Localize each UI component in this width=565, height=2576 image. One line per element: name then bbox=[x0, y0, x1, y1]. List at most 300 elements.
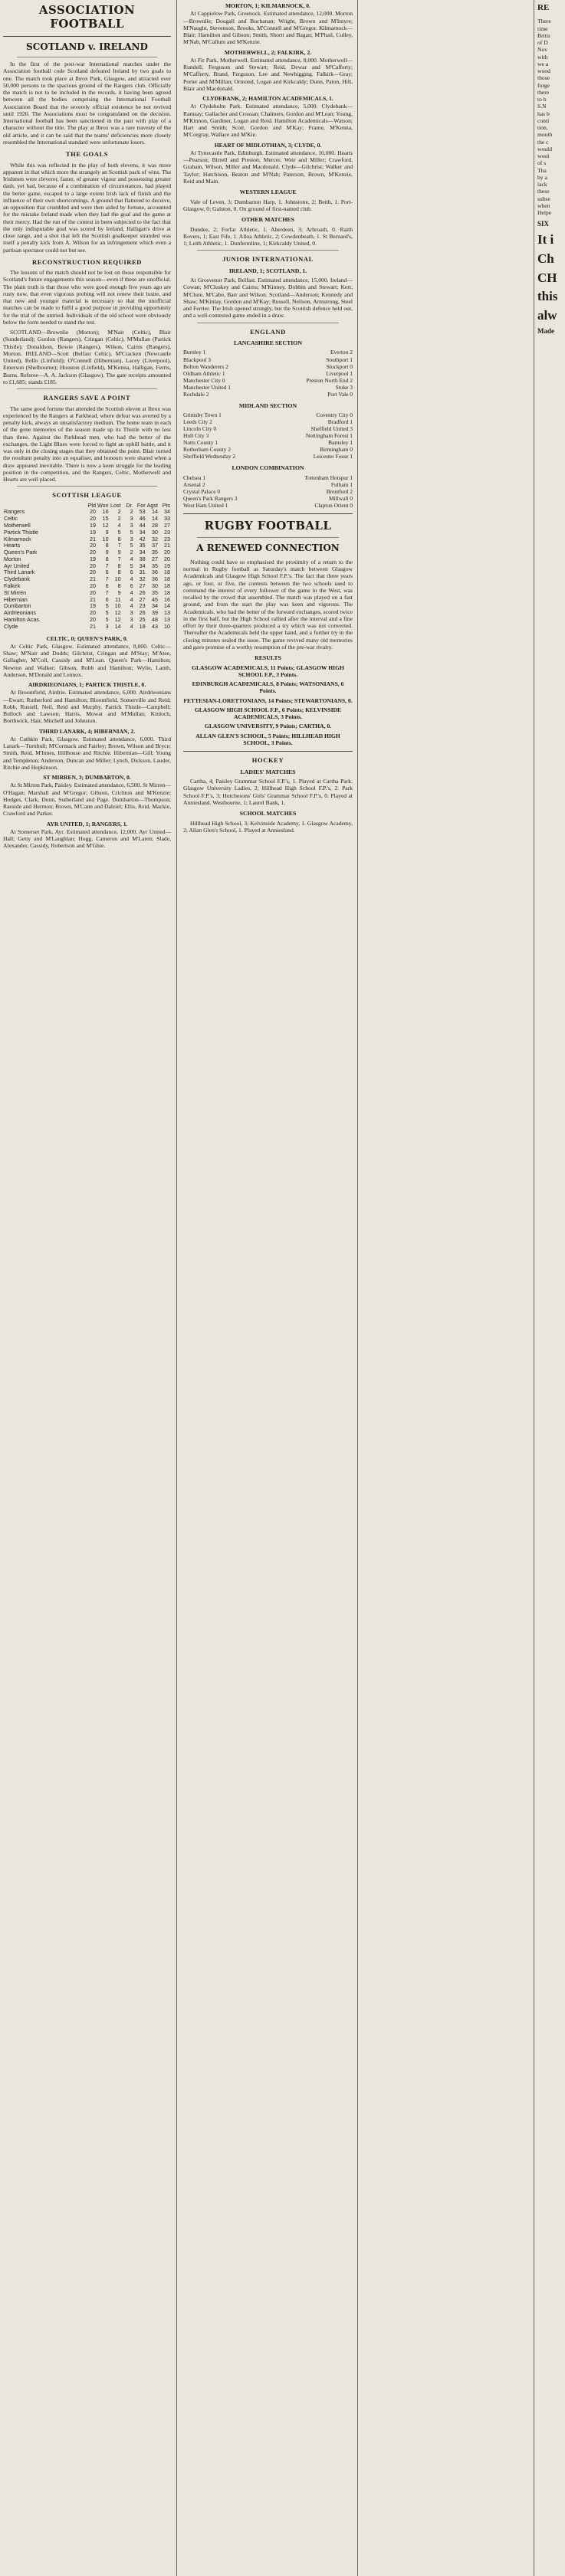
partial-line: Helpe bbox=[537, 209, 552, 217]
divider bbox=[17, 388, 157, 389]
match-fixture: ST MIRREN, 3; DUMBARTON, 0. bbox=[43, 774, 131, 781]
section-heading-scottish-league: SCOTTISH LEAGUE bbox=[52, 491, 122, 500]
league-team: Motherwell bbox=[4, 522, 31, 529]
list-item bbox=[183, 453, 353, 460]
partial-line: forge bbox=[537, 81, 550, 89]
match-report: At Cathkin Park, Glasgow. Estimated attendance, 6,000. Third Lanark—Turnbull; M'Cormack and Fairley; Brown, Wilson and Bryce; Smith, Reid, M'Innes, Hillhouse and Ritchie. Hibernian—Gill; Young and Templeton; Anderson, Duncan and Miller; Lynch, Dickson, Lauder, Ritchie and Hopkinson. bbox=[3, 735, 171, 771]
section-heading-rangers: RANGERS SAVE A POINT bbox=[43, 394, 131, 402]
section-heading-school-matches: SCHOOL MATCHES bbox=[239, 810, 297, 818]
list-item bbox=[183, 391, 353, 398]
league-cell: 23 bbox=[164, 535, 170, 542]
home-team: Bolton Wanderers 2 bbox=[183, 362, 228, 370]
partial-heading-six: SIX bbox=[537, 220, 550, 228]
match-result bbox=[3, 821, 171, 850]
match-result bbox=[183, 2, 353, 46]
match-result bbox=[183, 680, 353, 695]
league-cell: 8 bbox=[105, 555, 109, 562]
away-team: Bradford 1 bbox=[327, 418, 353, 426]
list-item bbox=[183, 495, 353, 502]
match-report: At St Mirren Park, Paisley. Estimated attendance, 6,500. St Mirren—O'Hagan; Marshall and M'Gregor; Gibson, Crichton and M'Kenzie; Hodges, Clark, Dunn, Sutherland and Page. Dumbarton—Thompson; Raeside and Hermon; Brown, M'Cann and Dalziel; Ellis, Reid, Mackie, Crawford and Parker. bbox=[3, 782, 171, 818]
league-cell: 5 bbox=[130, 542, 133, 549]
junior-international-report: At Grosvenor Park, Belfast. Estimated attendance, 15,000. Ireland—Cowan; M'Cluskey and Cairns; M'Kinney, Dobbin and Stewart; Kerr, M'Clure, M'Cabe, Barr and Wilson. Scotland—Anderson; Kennedy and Shaw; M'Kinlay, Gordon and M'Kay; Russell, Neilson, Armstrong, Steel and Ferrier. The Irish opened strongly, but the Scottish defence held out, and a well-contested game ended in a draw. bbox=[183, 277, 353, 320]
match-result bbox=[3, 635, 171, 679]
article-rangers: The same good fortune that attended the Scottish eleven at Ibrox was experienced by the Rangers at Parkhead, where defeat was averted by a penalty kick, always an unsatisfactory medium. The home team in each of the gone memories of the season made up its Thistle with no less than three. Against the Parkhead men, who had the better of the exchanges, the Light Blues were forced to fight an uphill battle, and it was only in the closing stages that they obtained the point. Blair turned the resultant penalty into an equaliser, and honours were shared when a draw appeared inevitable. There is now a keen struggle for the leading position in the competition, and the Rangers, Celtic, Motherwell and Hearts are well placed. bbox=[3, 405, 171, 483]
match-report: At Somerset Park, Ayr. Estimated attendance, 12,000. Ayr United—Hall; Getty and M'Laughlan; Hogg, Cameron and M'Laren; Slade, Alexander, Cassidy, Robertson and M'Ghie. bbox=[3, 828, 171, 850]
midland-results bbox=[183, 411, 353, 460]
league-team: Rangers bbox=[4, 508, 25, 516]
subhead-renewed-connection: A RENEWED CONNECTION bbox=[196, 542, 340, 554]
match-fixture: AYR UNITED, 1; RANGERS, 1. bbox=[46, 820, 128, 828]
match-fixture: GLASGOW HIGH SCHOOL F.P., 6 Points; KELVINSIDE ACADEMICALS, 3 Points. bbox=[194, 706, 342, 721]
match-result bbox=[3, 728, 171, 772]
league-cell: 14 bbox=[114, 622, 121, 630]
match-fixture: MORTON, 1; KILMARNOCK, 0. bbox=[225, 2, 310, 9]
list-item bbox=[183, 370, 353, 377]
subhead-scotland-ireland: SCOTLAND v. IRELAND bbox=[26, 41, 148, 52]
league-cell: 34 bbox=[139, 562, 146, 569]
home-team: Oldham Athletic 1 bbox=[183, 369, 225, 377]
partial-text-lines bbox=[537, 3, 560, 216]
article-rugby: Nothing could have so emphasised the proximity of a return to the normal in Rugby football as Saturday's match between Glasgow Academicals and Glasgow High School F.P.'s. The fact that three years ago, or four, or five, the contests between the two schools used to command the interest of every follower of the game in the West, was recalled by the crowd that assembled. The match was played on a fast ground, and from the start the play was keen and vigorous. The Academicals, who had the better of the forward exchanges, scored twice in the first half, but the High School rallied after the interval and a fine effort by their three-quarters produced a try which was not converted. Thereafter the Academicals held the upper hand, and a further try in the closing minutes sealed the issue. The game revived many old memories and gave promise of a worthy resumption of the pre-war rivalry. bbox=[183, 558, 353, 651]
league-cell: 9 bbox=[105, 528, 109, 536]
away-team: Preston North End 2 bbox=[306, 376, 353, 384]
league-cell: 6 bbox=[105, 582, 109, 590]
list-item bbox=[183, 432, 353, 439]
away-team: Millwall 0 bbox=[329, 495, 353, 502]
league-cell: 10 bbox=[164, 622, 170, 630]
section-heading-rugby-results: RESULTS bbox=[255, 654, 281, 662]
match-fixture: ALLAN GLEN'S SCHOOL, 5 Points; HILLHEAD HIGH SCHOOL, 3 Points. bbox=[195, 732, 340, 746]
table-row bbox=[3, 624, 171, 631]
list-item bbox=[183, 349, 353, 356]
table-row bbox=[3, 509, 171, 516]
league-cell: 30 bbox=[152, 528, 158, 536]
partial-line: would bbox=[537, 145, 552, 152]
partial-display-lines-2 bbox=[537, 271, 560, 323]
league-cell: 16 bbox=[164, 595, 170, 603]
partial-line: subse bbox=[537, 195, 550, 202]
column-association-football bbox=[0, 0, 176, 2576]
home-team: Hull City 3 bbox=[183, 432, 209, 440]
list-item bbox=[183, 502, 353, 509]
partial-line: It i bbox=[537, 232, 554, 247]
league-cell: 2 bbox=[117, 508, 121, 516]
partial-line: of D bbox=[537, 39, 548, 47]
section-heading-western-league: WESTERN LEAGUE bbox=[239, 188, 297, 195]
league-team: Hamilton Acas. bbox=[4, 615, 41, 623]
league-team: Hearts bbox=[4, 542, 21, 549]
league-cell: 25 bbox=[139, 615, 146, 623]
league-cell: 19 bbox=[164, 562, 170, 569]
hockey-results: Cartha, 4; Paisley Grammar School F.P.'s, 1. Played at Cartha Park. Glasgow University Ladies, 2; Hillhead High School F.P.'s, 2. Park School F.P.'s, 3; Hutchesons' Girls' Grammar School F.P.'s, 0. Played at Anniesland. Westbourne, 1; Laurel Bank, 1. bbox=[183, 778, 353, 806]
league-cell: 43 bbox=[152, 622, 158, 630]
league-cell: 18 bbox=[164, 582, 170, 590]
league-cell: 21 bbox=[89, 535, 96, 542]
league-cell: 19 bbox=[89, 522, 96, 529]
list-item bbox=[183, 446, 353, 453]
partial-line: with bbox=[537, 53, 548, 61]
league-cell: 19 bbox=[89, 555, 96, 562]
away-team: Liverpool 1 bbox=[326, 369, 353, 377]
table-row bbox=[3, 576, 171, 583]
match-result bbox=[183, 49, 353, 93]
match-report: At Tynecastle Park, Edinburgh. Estimated attendance, 10,000. Hearts—Pearson; Birrell and Preston; Mercer, Weir and Miller; Crawford, Graham, Wilson, Miller and Macdonald. Clyde—Gilchrist; Walker and Taylor; Hutchison, Beaton and M'Nab; Paterson, Brown, M'Kenzie, Reid and Main. bbox=[183, 149, 353, 185]
partial-line: wood bbox=[537, 67, 550, 75]
league-cell: 3 bbox=[130, 615, 133, 623]
league-team: Falkirk bbox=[4, 582, 21, 590]
league-cell: 5 bbox=[105, 602, 109, 610]
league-team: Dumbarton bbox=[4, 602, 31, 610]
partial-line: of s bbox=[537, 159, 547, 167]
partial-line: these bbox=[537, 188, 550, 195]
league-cell: 44 bbox=[139, 522, 146, 529]
school-matches-results: Hillhead High School, 3; Kelvinside Academy, 1. Glasgow Academy, 2; Allan Glen's School, 1. Played at Anniesland. bbox=[183, 819, 353, 834]
article-reconstruction: The lessons of the match should not be lost on those responsible for Scotland's future engagements this season—even if these are unofficial. The plain truth is that those who were good enough five years ago are rusty now, that even vigorous probing will not renew their lustre, and that new and younger material is necessary so that the unofficial matches can be made to fulfil a good purpose in providing opportunity for the trial of the untried. Individuals of the old school were obviously below the form needed to stand the test. bbox=[3, 269, 171, 326]
league-cell: 11 bbox=[115, 595, 121, 603]
league-cell: 2 bbox=[130, 549, 133, 556]
league-cell: 14 bbox=[164, 602, 170, 610]
league-cell: 27 bbox=[139, 582, 146, 590]
match-fixture: FETTESIAN-LORETTONIANS, 14 Points; STEWARTONIANS, 0. bbox=[183, 696, 353, 704]
league-cell: 10 bbox=[114, 575, 121, 583]
headline-rugby-football: RUGBY FOOTBALL bbox=[204, 519, 332, 533]
match-result bbox=[183, 706, 353, 721]
league-cell: 7 bbox=[117, 542, 121, 549]
league-cell: 20 bbox=[164, 555, 170, 562]
partial-line: to b bbox=[537, 96, 547, 103]
league-cell: 18 bbox=[164, 569, 170, 576]
league-cell: 4 bbox=[130, 588, 133, 596]
league-cell: 14 bbox=[152, 508, 158, 516]
divider bbox=[17, 486, 157, 487]
league-team: Clydebank bbox=[4, 575, 30, 583]
league-col-header: Agst bbox=[146, 501, 158, 509]
away-team: Brentford 2 bbox=[326, 487, 353, 495]
league-cell: 4 bbox=[117, 522, 121, 529]
table-row bbox=[3, 549, 171, 556]
league-cell: 5 bbox=[117, 528, 121, 536]
match-fixture: HEART OF MIDLOTHIAN, 3; CLYDE, 0. bbox=[214, 141, 322, 149]
divider bbox=[183, 513, 353, 514]
league-team: Hibernian bbox=[4, 595, 28, 603]
results-list-b bbox=[183, 2, 353, 185]
league-cell: 7 bbox=[105, 575, 109, 583]
league-cell: 20 bbox=[89, 609, 96, 617]
league-cell: 6 bbox=[130, 569, 133, 576]
league-cell: 13 bbox=[164, 615, 170, 623]
league-team: Celtic bbox=[4, 515, 18, 523]
article-goals: While this was reflected in the play of both elevens, it was more apparent in that which more the strangely an Scottish pack of wins. The Irishmen were cleverer, faster, of greater vigour and possessing greater dash, yet had, because of a combination of circumstances, had played the better game, escaped to a large extent Irish lack of finish and the influence of their own shortcomings. A ground that flattered to deceive, an opposition that crumbled and were then aided by fortune, accounted for the mistake Ireland made when they had the goal and the game at their mercy. Had the run of the contest in been subjected to the fact that the only indisputable goal was scored by Ireland, Halligan's drive at close range, and a shot that left the Scottish goalkeeper stranded was itself a penalty kick from A. Wilson for an infringement which even a partisan spectator could not but see. bbox=[3, 161, 171, 254]
junior-international-score: IRELAND, 1; SCOTLAND, 1. bbox=[228, 267, 307, 274]
section-heading-midland: MIDLAND SECTION bbox=[238, 401, 297, 409]
league-cell: 16 bbox=[102, 508, 109, 516]
scottish-league-table bbox=[3, 503, 171, 631]
league-cell: 12 bbox=[114, 615, 121, 623]
league-cell: 35 bbox=[139, 542, 146, 549]
table-row bbox=[3, 583, 171, 590]
league-cell: 35 bbox=[152, 549, 158, 556]
league-cell: 5 bbox=[130, 562, 133, 569]
league-cell: 4 bbox=[130, 595, 133, 603]
league-cell: 7 bbox=[105, 588, 109, 596]
league-cell: 46 bbox=[139, 515, 146, 523]
home-team: Crystal Palace 0 bbox=[183, 487, 221, 495]
match-report: At Fir Park, Motherwell. Estimated attendance, 8,000. Motherwell—Rundell; Ferguson and Stewart; Reid, Dewar and M'Cafferty; M'Cafferty, Brand, Ferguson, Lee and Newbigging. Falkirk—Gray; Porter and M'Millan; Ormond, Logan and Kirkcaldy; Dunn, Paton, Hill, Blair and Macdonald. bbox=[183, 56, 353, 92]
home-team: Manchester United 1 bbox=[183, 383, 231, 391]
table-row bbox=[3, 536, 171, 543]
league-cell: 8 bbox=[117, 569, 121, 576]
league-team: Kilmarnock bbox=[4, 535, 31, 542]
league-cell: 10 bbox=[114, 602, 121, 610]
league-cell: 12 bbox=[114, 609, 121, 617]
partial-line: Tha bbox=[537, 166, 547, 174]
league-cell: 27 bbox=[164, 522, 170, 529]
league-cell: 20 bbox=[164, 549, 170, 556]
home-team: Chelsea 1 bbox=[183, 474, 205, 481]
partial-line: CH bbox=[537, 270, 557, 285]
league-cell: 5 bbox=[105, 615, 109, 623]
league-cell: 5 bbox=[130, 528, 133, 536]
partial-line: S.N bbox=[537, 103, 547, 110]
divider bbox=[197, 537, 339, 538]
list-item bbox=[183, 488, 353, 495]
away-team: Everton 2 bbox=[330, 349, 353, 356]
league-cell: 20 bbox=[89, 615, 96, 623]
partial-display-lines bbox=[537, 233, 560, 266]
league-cell: 21 bbox=[89, 575, 96, 583]
list-item bbox=[183, 384, 353, 391]
league-col-header: Dr. bbox=[126, 501, 133, 509]
section-heading-junior-international: JUNIOR INTERNATIONAL bbox=[222, 255, 314, 264]
league-cell: 35 bbox=[152, 562, 158, 569]
divider bbox=[183, 751, 353, 752]
league-cell: 9 bbox=[117, 588, 121, 596]
league-cell: 35 bbox=[152, 588, 158, 596]
league-col-header: Pts bbox=[162, 501, 170, 509]
rugby-results-list bbox=[183, 664, 353, 747]
league-cell: 4 bbox=[130, 555, 133, 562]
league-col-header: Pld bbox=[87, 501, 96, 509]
league-cell: 15 bbox=[102, 515, 109, 523]
league-cell: 36 bbox=[152, 575, 158, 583]
list-item bbox=[183, 377, 353, 384]
league-cell: 3 bbox=[105, 622, 109, 630]
match-result bbox=[3, 774, 171, 818]
divider bbox=[3, 36, 171, 37]
match-report: At Clydeholm Park. Estimated attendance, 5,000. Clydebank—Ramsay; Gallacher and Crossan; Chalmers, Gordon and M'Lean; Young, M'Kinnon, Gardiner, Logan and Reid. Hamilton Academicals—Watson; Hart and Smith; Scott, Gordon and M'Kay; Frame, M'Kenna, M'Corgray, Wallace and M'Kie. bbox=[183, 103, 353, 139]
home-team: Rotherham County 2 bbox=[183, 446, 231, 454]
list-item bbox=[183, 439, 353, 446]
league-cell: 23 bbox=[164, 528, 170, 536]
partial-line: woul bbox=[537, 152, 550, 160]
league-team: Queen's Park bbox=[4, 549, 38, 556]
list-item bbox=[183, 418, 353, 425]
league-cell: 8 bbox=[117, 582, 121, 590]
away-team: Sheffield United 3 bbox=[310, 425, 353, 433]
match-result bbox=[183, 732, 353, 747]
match-report: At Celtic Park, Glasgow. Estimated attendance, 8,000. Celtic—Shaw; M'Nair and Dodds; Gilchrist, Cringan and M'Stay; M'Atee, Gallagher, M'Coll, Cassidy and M'Lean. Queen's Park—Hamilton; Newton and Walker; Gibson, Robb and Hamilton; Wylie, Lamb, Anderson, M'Donald and Lennox. bbox=[3, 642, 171, 678]
league-cell: 42 bbox=[139, 535, 146, 542]
league-cell: 28 bbox=[152, 522, 158, 529]
other-matches-results: Dundee, 2; Forfar Athletic, 1. Aberdeen, 3; Arbroath, 0. Raith Rovers, 1; East Fife, 1. Alloa Athletic, 2; Cowdenbeath, 1. St Bernard's, 1; Leith Athletic, 1. Dunfermline, 1; Kirkcaldy United, 0. bbox=[183, 225, 353, 247]
column-partial-right bbox=[534, 0, 565, 2576]
partial-line: tion, bbox=[537, 124, 548, 132]
section-heading-england: ENGLAND bbox=[250, 327, 286, 336]
league-team: Ayr United bbox=[4, 562, 30, 569]
away-team: Stoke 3 bbox=[335, 383, 353, 391]
league-cell: 7 bbox=[105, 562, 109, 569]
partial-line: we a bbox=[537, 60, 549, 67]
league-cell: 6 bbox=[105, 595, 109, 603]
league-cell: 34 bbox=[139, 549, 146, 556]
league-cell: 32 bbox=[152, 535, 158, 542]
league-cell: 26 bbox=[139, 609, 146, 617]
league-cell: 18 bbox=[164, 575, 170, 583]
league-cell: 3 bbox=[130, 609, 133, 617]
match-fixture: CELTIC, 0; QUEEN'S PARK, 0. bbox=[46, 634, 128, 642]
results-list-a bbox=[3, 635, 171, 850]
table-row bbox=[3, 590, 171, 597]
section-heading-reconstruction: RECONSTRUCTION REQUIRED bbox=[32, 257, 142, 266]
league-cell: 14 bbox=[152, 515, 158, 523]
league-cell: 45 bbox=[152, 595, 158, 603]
league-cell: 20 bbox=[89, 562, 96, 569]
western-league-results: Vale of Leven, 3; Dumbarton Harp, 1. Johnstone, 2; Beith, 1. Port-Glasgow, 0; Galston, 0. On ground of first-named club. bbox=[183, 198, 353, 212]
partial-line: those bbox=[537, 74, 550, 82]
partial-line: There bbox=[537, 18, 551, 25]
home-team: Leeds City 2 bbox=[183, 418, 212, 426]
partial-line-made: Made bbox=[537, 326, 554, 335]
partial-line: RE bbox=[537, 3, 550, 12]
league-cell: 34 bbox=[152, 602, 158, 610]
section-heading-goals: THE GOALS bbox=[65, 150, 109, 159]
list-item bbox=[183, 356, 353, 363]
london-results bbox=[183, 474, 353, 509]
away-team: Fulham 1 bbox=[330, 480, 353, 488]
league-team: St Mirren bbox=[4, 588, 27, 596]
away-team: Coventry City 0 bbox=[316, 411, 353, 419]
league-cell: 48 bbox=[152, 615, 158, 623]
league-col-header: Won bbox=[97, 501, 109, 509]
match-result bbox=[183, 95, 353, 139]
home-team: Notts County 1 bbox=[183, 439, 218, 447]
match-fixture: CLYDEBANK, 2; HAMILTON ACADEMICALS, 1. bbox=[202, 95, 333, 102]
away-team: Barnsley 1 bbox=[328, 439, 353, 447]
league-team: Partick Thistle bbox=[4, 528, 39, 536]
league-cell: 27 bbox=[152, 555, 158, 562]
league-cell: 23 bbox=[139, 602, 146, 610]
league-cell: 8 bbox=[117, 535, 121, 542]
league-cell: 27 bbox=[139, 595, 146, 603]
league-cell: 4 bbox=[130, 575, 133, 583]
partial-line: lack bbox=[537, 181, 547, 188]
league-cell: 6 bbox=[105, 569, 109, 576]
partial-line: when bbox=[537, 202, 550, 209]
league-cell: 10 bbox=[102, 535, 109, 542]
league-cell: 4 bbox=[130, 602, 133, 610]
match-fixture: THIRD LANARK, 4; HIBERNIAN, 2. bbox=[38, 727, 136, 735]
away-team: Port Vale 0 bbox=[327, 390, 353, 398]
league-cell: 34 bbox=[164, 508, 170, 516]
match-report: At Cappielow Park, Greenock. Estimated attendance, 12,000. Morton—Brownlie; Dougall and Buchanan; Wright, Brown and M'Intyre; M'Naught, Stevenson, Brooks, M'Connell and M'Gregor. Kilmarnock—Blair; Hamilton and Gibson; Smith, Shortt and Bagan; M'Phail, Culley, M'Nab, M'Callum and M'Kenzie. bbox=[183, 10, 353, 46]
partial-line: conti bbox=[537, 116, 550, 124]
league-cell: 9 bbox=[105, 549, 109, 556]
league-col-header: Lost bbox=[110, 501, 121, 509]
home-team: Lincoln City 0 bbox=[183, 425, 217, 433]
partial-line: mouth bbox=[537, 131, 553, 139]
league-team: Clyde bbox=[4, 622, 18, 630]
partial-line: there bbox=[537, 88, 550, 96]
league-cell: 18 bbox=[139, 622, 146, 630]
league-cell: 8 bbox=[105, 542, 109, 549]
list-item bbox=[183, 363, 353, 370]
lancashire-results bbox=[183, 349, 353, 397]
section-heading-lancashire: LANCASHIRE SECTION bbox=[233, 339, 303, 346]
league-cell: 53 bbox=[139, 508, 146, 516]
league-cell: 26 bbox=[139, 588, 146, 596]
home-team: Blackpool 3 bbox=[183, 356, 211, 363]
list-item bbox=[183, 481, 353, 488]
home-team: Rochdale 2 bbox=[183, 390, 209, 398]
away-team: Clapton Orient 0 bbox=[314, 502, 353, 510]
league-cell: 34 bbox=[139, 528, 146, 536]
column-rule bbox=[176, 0, 177, 2576]
league-cell: 31 bbox=[139, 569, 146, 576]
partial-line: time bbox=[537, 25, 548, 32]
away-team: Birmingham 0 bbox=[320, 446, 353, 454]
league-cell: 12 bbox=[102, 522, 109, 529]
partial-line: has b bbox=[537, 110, 550, 117]
match-fixture: GLASGOW ACADEMICALS, 11 Points; GLASGOW HIGH SCHOOL F.P., 3 Points. bbox=[192, 664, 344, 678]
match-fixture: AIRDRIEONIANS, 1; PARTICK THISTLE, 0. bbox=[28, 681, 146, 688]
league-cell: 19 bbox=[89, 602, 96, 610]
divider bbox=[197, 250, 339, 251]
league-cell: 38 bbox=[139, 555, 146, 562]
league-cell: 7 bbox=[117, 555, 121, 562]
home-team: West Ham United 1 bbox=[183, 502, 228, 510]
league-cell: 2 bbox=[117, 515, 121, 523]
home-team: Burnley 1 bbox=[183, 349, 206, 356]
league-cell: 5 bbox=[105, 609, 109, 617]
league-cell: 20 bbox=[89, 588, 96, 596]
home-team: Arsenal 2 bbox=[183, 480, 205, 488]
league-cell: 20 bbox=[89, 515, 96, 523]
list-item bbox=[183, 411, 353, 418]
away-team: Nottingham Forest 1 bbox=[305, 432, 353, 440]
partial-line: Ch bbox=[537, 251, 554, 266]
league-team: Airdrieonians bbox=[4, 609, 36, 617]
section-heading-other-matches: OTHER MATCHES bbox=[241, 216, 294, 223]
league-cell: 2 bbox=[130, 508, 133, 516]
league-cell: 33 bbox=[164, 515, 170, 523]
match-result bbox=[183, 723, 353, 729]
league-cell: 20 bbox=[89, 582, 96, 590]
league-team: Third Lanark bbox=[4, 569, 35, 576]
league-cell: 3 bbox=[130, 522, 133, 529]
league-cell: 6 bbox=[130, 582, 133, 590]
match-fixture: GLASGOW UNIVERSITY, 9 Points; CARTHA, 0. bbox=[204, 723, 332, 730]
list-item bbox=[183, 474, 353, 481]
league-cell: 9 bbox=[117, 549, 121, 556]
column-results-rugby bbox=[179, 0, 357, 2576]
league-cell: 30 bbox=[152, 582, 158, 590]
league-cell: 20 bbox=[89, 542, 96, 549]
match-report: At Broomfield, Airdrie. Estimated attendance, 6,000. Airdrieonians—Ewart; Rutherford and Hamilton; Bloomfield, Somerville and Reid; Robb, Russell, Neil, Reid and Murphy. Partick Thistle—Campbell; Bulloch and Lawson; Harris, Mowat and M'Mullan; Kinloch, Borthwick, Hair, Mitchell and Johnston. bbox=[3, 689, 171, 725]
partial-line: this bbox=[537, 289, 558, 304]
column-rule bbox=[357, 0, 358, 2576]
league-cell: 8 bbox=[117, 562, 121, 569]
league-cell: 37 bbox=[152, 542, 158, 549]
